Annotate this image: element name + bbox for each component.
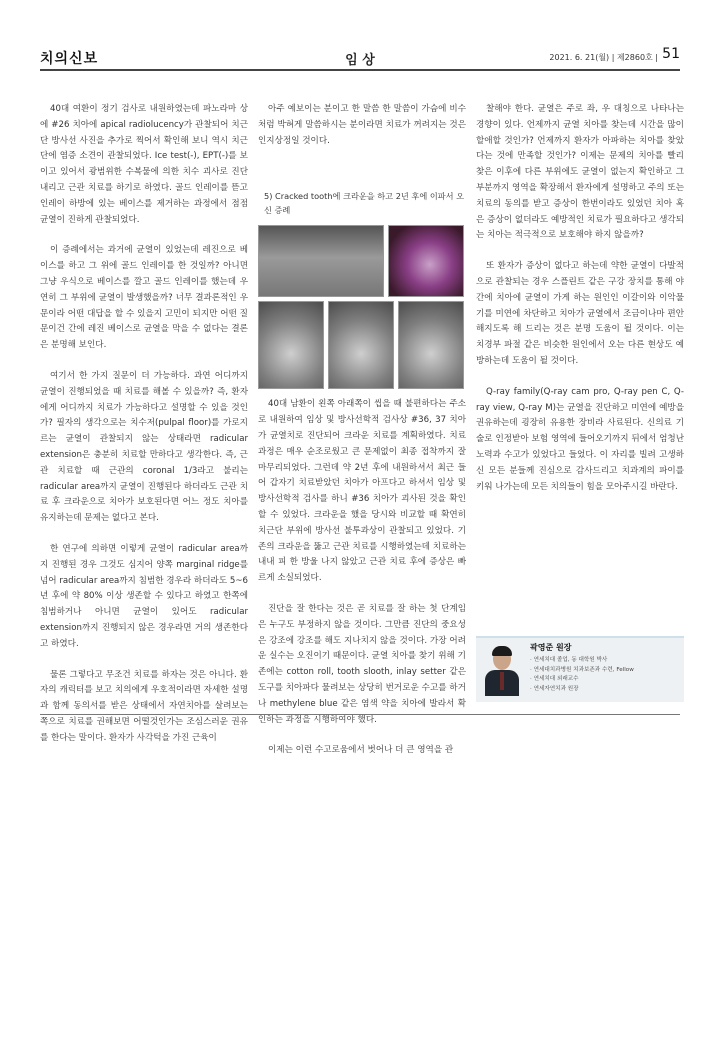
panoramic-xray-image — [258, 225, 384, 297]
credential-item: · 연세대치과병원 치과보존과 수련, Fellow — [530, 666, 634, 676]
author-name: 곽영준 원장 — [530, 643, 572, 652]
periapical-xray-1-image — [258, 301, 324, 389]
paragraph: 아주 예보이는 분이고 한 말씀 한 말씀이 가슴에 비수처럼 박혀게 말씀하시는 분이라면 치료가 꺼려지는 것은 인지상정일 것이다. — [258, 104, 466, 146]
author-credentials — [530, 656, 634, 694]
section-title: 임 상 — [345, 53, 375, 68]
paragraph: 40대 여환이 정기 검사로 내원하였는데 파노라마 상에 #26 치아에 apical radiolucency가 관찰되어 치근단 방사선 사진을 추가로 찍어서 확인해 보니 역시 치근단에 염증 소견이 관찰되었다. Ice test(-), EPT(-)를 보이고 있어서 광범위한 수복물에 의한 치수 괴사로 진단 내리고 근관 치료를 하기로 하였다. 골드 인레이를 뜯고 인레이 하방에 있는 베이스를 제거하는 과정에서 점점 균열이 진하게 관찰되었다. — [40, 104, 248, 225]
paragraph: 40대 남환이 왼쪽 아래쪽이 씹을 때 불편하다는 주소로 내원하여 임상 및 방사선학적 검사상 #36, 37 치아가 균열치로 진단되어 크라운 치료를 계획하였다. 치료 과정은 매우 순조로웠고 큰 문제없이 최종 접착까지 잘 마무리되었다. 그런데 약 2년 후에 내원하셔서 최근 들어 갑자기 치료받았던 치아가 아프다고 하셔서 임상 및 방사선학적 검사를 하니 #36 치아가 괴사된 것을 확인할 수 있었다. 크라운을 했을 당시와 비교할 때 확연히 치근단 부위에 방사선 불투과상이 관찰되고 있었다. 기존의 크라운을 뚫고 근관 치료를 시행하였는데 치료하는 내내 피 한 방울 나지 않았고 근관 치료 후에 증상은 빠르게 소실되었다. — [258, 399, 466, 584]
page-number: 51 — [662, 46, 680, 62]
paragraph: Q-ray family(Q-ray cam pro, Q-ray pen C, Q-ray view, Q-ray M)는 균열을 진단하고 미연에 예방을 권유하는데 굉장히 유용한 장비라 사료된다. 신의료 기술로 인정받아 보험 영역에 들어오기까지 뒤에서 엄청난 노력과 수고가 있었다고 들었다. 이 자리를 빌려 고생하신 모든 분들께 진심으로 감사드리고 치과계의 파이를 키워 나가는데 모든 치의들이 힘을 모아주시길 바란다. — [476, 386, 684, 492]
paragraph: 찰해야 한다. 균열은 주로 좌, 우 대칭으로 나타나는 경향이 있다. 언제까지 균열 치아를 찾는데 시간을 많이 할애할 것인가? 언제까지 환자가 아파하는 치아를 찾았다는 것에 만족할 것인가? 이제는 문제의 치아를 빨리 찾은 이후에 다른 부위에도 균열이 없는지 확인하고 그 부분까지 영역을 확장해서 환자에게 설명하고 주의 또는 치료의 동의를 받고 증상이 한번이라도 있었던 치아 혹은 증상이 없더라도 예방적인 치료가 필요하다고 생각되는 치아는 적극적으로 보호해야 하지 않을까? — [476, 104, 684, 241]
intraoral-photo-image — [388, 225, 464, 297]
credential-item: · 연세치대 졸업, 동 대학원 박사 — [530, 656, 634, 666]
paragraph: 한 연구에 의하면 이렇게 균열이 radicular area까지 진행된 경우 그것도 심지어 양쪽 marginal ridge를 넘어 radicular area까지 침범한 경우라 하더라도 5~6년 후에 약 80% 이상 생존할 수 있다고 하였고 한쪽에 침범하거나 아니면 균열이 있어도 radicular extension까지 진행되지 않은 경우라면 거의 생존한다고 하였다. — [40, 543, 248, 649]
author-photo — [484, 644, 520, 696]
figure-caption: 5) Cracked tooth에 크라운을 하고 2년 후에 이파서 오신 증례 — [264, 191, 465, 216]
issue-info: 2021. 6. 21(월) | 제2860호 | — [549, 53, 658, 62]
credential-item: · 연세자연치과 원장 — [530, 685, 634, 695]
periapical-xray-2-image — [328, 301, 394, 389]
column-1 — [40, 102, 248, 761]
periapical-xray-3-image — [398, 301, 464, 389]
header-rule — [40, 69, 680, 71]
paragraph: 여기서 한 가지 질문이 더 가능하다. 과연 어디까지 균열이 진행되었을 때 치료를 해볼 수 있을까? 즉, 환자에게 어디까지 치료가 가능하다고 설명할 수 있을 것인가? 필자의 생각으로는 치수저(pulpal floor)를 가로지르는 균열이 관찰되지 않는 상태라면 radicular extension은 충분히 치료할 만하다고 생각한다. 즉, 근관 치료할 때 근관의 coronal 1/3라고 불리는 radicular area까지 균열이 진행된다 하더라도 근관 치료 후 크라운으로 치아가 보호된다면 어느 정도 치아를 유지하는데 문제는 없다고 본다. — [40, 370, 248, 524]
credential-item: · 연세치대 외래교수 — [530, 675, 634, 685]
figure-cracked-tooth — [258, 225, 466, 397]
paragraph: 또 환자가 증상이 없다고 하는데 약한 균열이 다발적으로 관찰되는 경우 스플린트 같은 구강 장치를 통해 야간에 치아에 균열이 가게 하는 원인인 이갈이와 이악물기를 미연에 차단하고 치아가 균열에서 조금이나마 편안해지도록 해 드리는 것은 분명 도움이 될 것이다. 이는 치경부 파절 같은 비슷한 원인에서 오는 다른 현상도 예방하는데 도움이 될 것이다. — [476, 261, 684, 366]
page-header — [40, 48, 680, 70]
footer-rule — [40, 714, 680, 715]
paragraph: 이제는 이런 수고로움에서 벗어나 더 큰 영역을 관 — [268, 745, 454, 756]
column-3 — [476, 102, 684, 510]
author-box — [476, 636, 684, 702]
column-2 — [258, 102, 466, 774]
paragraph: 진단을 잘 한다는 것은 곧 치료를 잘 하는 첫 단계임은 누구도 부정하지 않을 것이다. 그만큼 진단의 중요성은 강조에 강조를 해도 지나치지 않을 것이다. 가장 어려운 실수는 오진이기 때문이다. 균열 치아를 찾기 위해 기존에는 cotton roll, tooth slooth, inlay setter 같은 도구를 치아파다 물려보는 상당히 번거로운 수고를 하거나 methylene blue 같은 염색 약을 치아에 발라서 확인하는 과정을 시행하여야 했다. — [258, 603, 466, 725]
paragraph: 이 증례에서는 과거에 균열이 있었는데 레진으로 베이스를 하고 그 위에 골드 인레이를 한 것일까? 아니면 그냥 우식으로 베이스를 깔고 골드 인레이를 했는데 우연히 그 부위에 균열이 발생했을까? 너무 결과론적인 우문이라 어떤 대답을 할 수 있을지 고민이 되지만 어떤 질문이건 간에 레진 베이스로 균열을 막을 수 없다는 결론은 분명해 보인다. — [40, 245, 248, 351]
paragraph: 물론 그렇다고 무조건 치료를 하자는 것은 아니다. 환자의 캐릭터를 보고 치의에게 우호적이라면 자세한 설명과 함께 동의서를 받은 상태에서 자연치아를 살려보는 쪽으로 치료를 권해보면 어떨것인가는 조심스러운 권유를 한다는 말이다. 환자가 사각턱을 가진 근육이 — [40, 669, 248, 743]
masthead: 치의신보 — [40, 51, 99, 67]
